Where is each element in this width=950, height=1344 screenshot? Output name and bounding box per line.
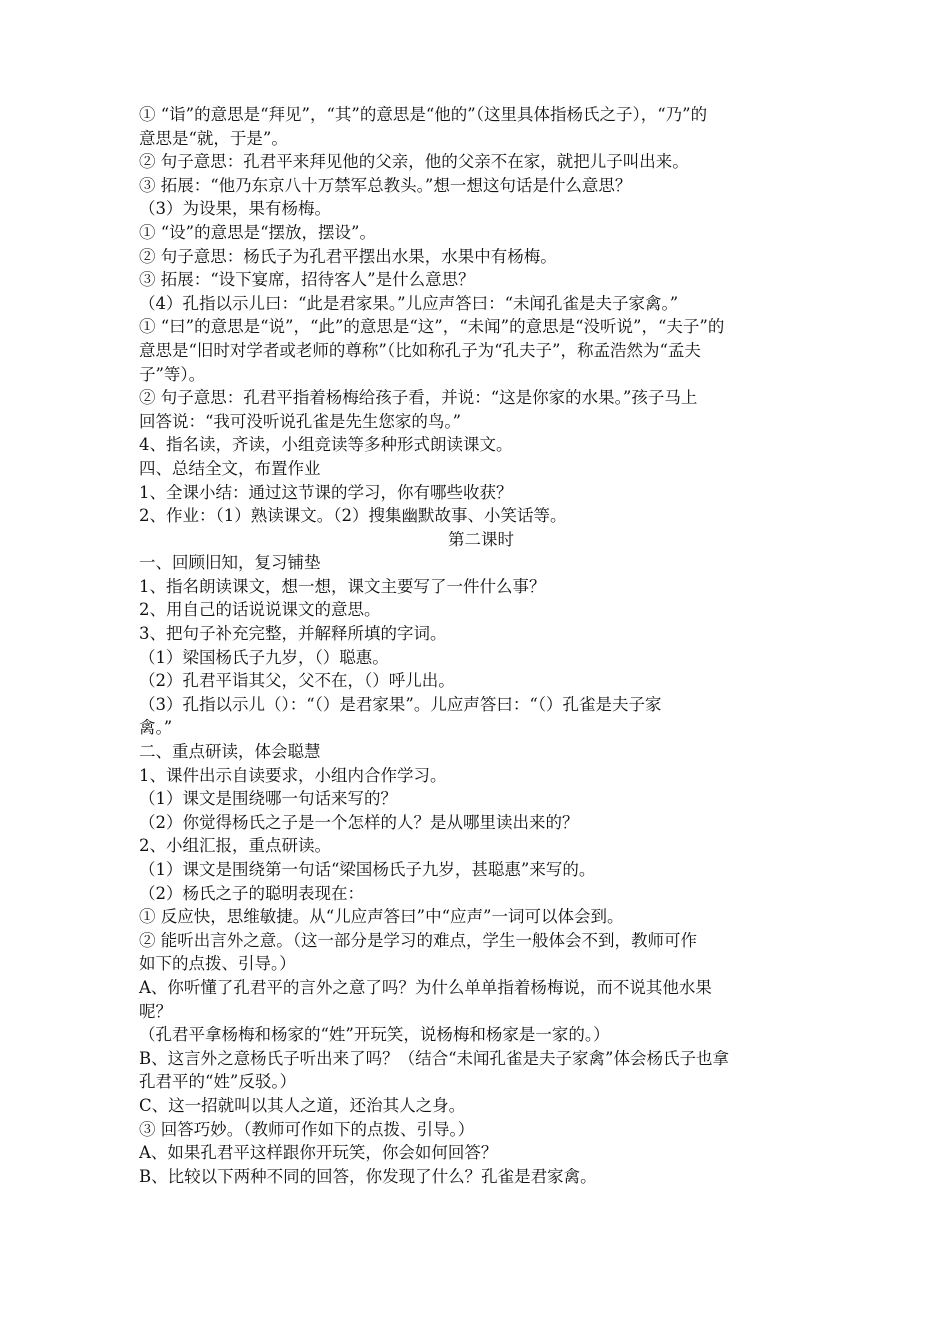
text-line: 孔君平的“姓”反驳。）	[139, 1072, 297, 1092]
text-line: 意思是“旧时对学者或老师的尊称”（比如称孔子为“孔夫子”，称孟浩然为“孟夫	[139, 340, 701, 360]
text-line: 呢？	[139, 1001, 172, 1021]
text-line: （3）孔指以示儿（）：“（）是君家果”。儿应声答曰：“（）孔雀是夫子家	[139, 694, 662, 714]
text-line: A、如果孔君平这样跟你开玩笑，你会如何回答？	[139, 1143, 498, 1163]
text-line: （1）课文是围绕哪一句话来写的？	[139, 789, 397, 809]
text-line: （1）梁国杨氏子九岁，（）聪惠。	[139, 647, 389, 667]
text-line: 一、回顾旧知，复习铺垫	[139, 553, 321, 573]
text-line: ① “设”的意思是“摆放，摆设”。	[139, 222, 376, 242]
text-line: （孔君平拿杨梅和杨家的“姓”开玩笑，说杨梅和杨家是一家的。）	[139, 1025, 610, 1045]
text-line: 1、全课小结：通过这节课的学习，你有哪些收获？	[139, 482, 513, 502]
text-line: 2、作业：（1）熟读课文。（2）搜集幽默故事、小笑话等。	[139, 506, 567, 526]
text-line: ② 能听出言外之意。（这一部分是学习的难点，学生一般体会不到，教师可作	[139, 930, 697, 950]
text-line: ② 句子意思：杨氏子为孔君平摆出水果，水果中有杨梅。	[139, 246, 557, 266]
text-line: 2、小组汇报，重点研读。	[139, 836, 331, 856]
text-line: C、这一招就叫以其人之道，还治其人之身。	[139, 1095, 466, 1115]
text-line: ③ 拓展：“设下宴席，招待客人”是什么意思？	[139, 270, 475, 290]
text-line: ② 句子意思：孔君平指着杨梅给孩子看，并说：“这是你家的水果。”孩子马上	[139, 388, 698, 408]
text-line: 子”等）。	[139, 364, 206, 384]
text-line: 如下的点拨、引导。）	[139, 954, 296, 974]
text-line: （4）孔指以示儿曰：“此是君家果。”儿应声答曰：“未闻孔雀是夫子家禽。”	[139, 293, 679, 313]
text-line: 2、用自己的话说说课文的意思。	[139, 600, 381, 620]
text-line: 1、指名朗读课文，想一想，课文主要写了一件什么事？	[139, 576, 546, 596]
text-line: A、你听懂了孔君平的言外之意了吗？为什么单单指着杨梅说，而不说其他水果	[139, 977, 712, 997]
section-heading: 第二课时	[448, 529, 514, 549]
text-line: （1）课文是围绕第一句话“梁国杨氏子九岁，甚聪惠”来写的。	[139, 860, 596, 879]
text-line: （2）杨氏之子的聪明表现在：	[139, 883, 364, 903]
text-line: ① “诣”的意思是“拜见”，“其”的意思是“他的”（这里具体指杨氏之子），“乃”的	[139, 105, 708, 124]
text-line: （2）你觉得杨氏之子是一个怎样的人？是从哪里读出来的？	[139, 812, 579, 832]
text-line: （3）为设果，果有杨梅。	[139, 199, 331, 219]
text-line: 禽。”	[139, 718, 173, 738]
text-line: B、比较以下两种不同的回答，你发现了什么？孔雀是君家禽。	[139, 1166, 597, 1186]
text-line: ① 反应快，思维敏捷。从“儿应声答曰”中“应声”一词可以体会到。	[139, 907, 624, 927]
text-line: 四、总结全文，布置作业	[139, 458, 321, 478]
text-line: B、这言外之意杨氏子听出来了吗？（结合“未闻孔雀是夫子家禽”体会杨氏子也拿	[139, 1048, 729, 1068]
text-line: ① “曰”的意思是“说”，“此”的意思是“这”，“未闻”的意思是“没听说”，“夫子”的	[139, 317, 725, 337]
text-line: 4、指名读，齐读，小组竞读等多种形式朗读课文。	[139, 435, 513, 455]
text-line: 二、重点研读，体会聪慧	[139, 742, 321, 762]
text-line: ② 句子意思：孔君平来拜见他的父亲，他的父亲不在家，就把儿子叫出来。	[139, 152, 689, 172]
text-line: 意思是“就，于是”。	[139, 128, 288, 148]
document-page	[139, 103, 823, 1188]
text-line: 3、把句子补充完整，并解释所填的字词。	[139, 624, 447, 644]
text-line: 回答说：“我可没听说孔雀是先生您家的鸟。”	[139, 411, 462, 431]
text-line: （2）孔君平诣其父，父不在，（）呼儿出。	[139, 671, 455, 691]
text-line: 1、课件出示自读要求，小组内合作学习。	[139, 765, 447, 785]
text-line: ③ 回答巧妙。（教师可作如下的点拨、引导。）	[139, 1119, 475, 1139]
text-line: ③ 拓展：“他乃东京八十万禁军总教头。”想一想这句话是什么意思？	[139, 175, 632, 195]
